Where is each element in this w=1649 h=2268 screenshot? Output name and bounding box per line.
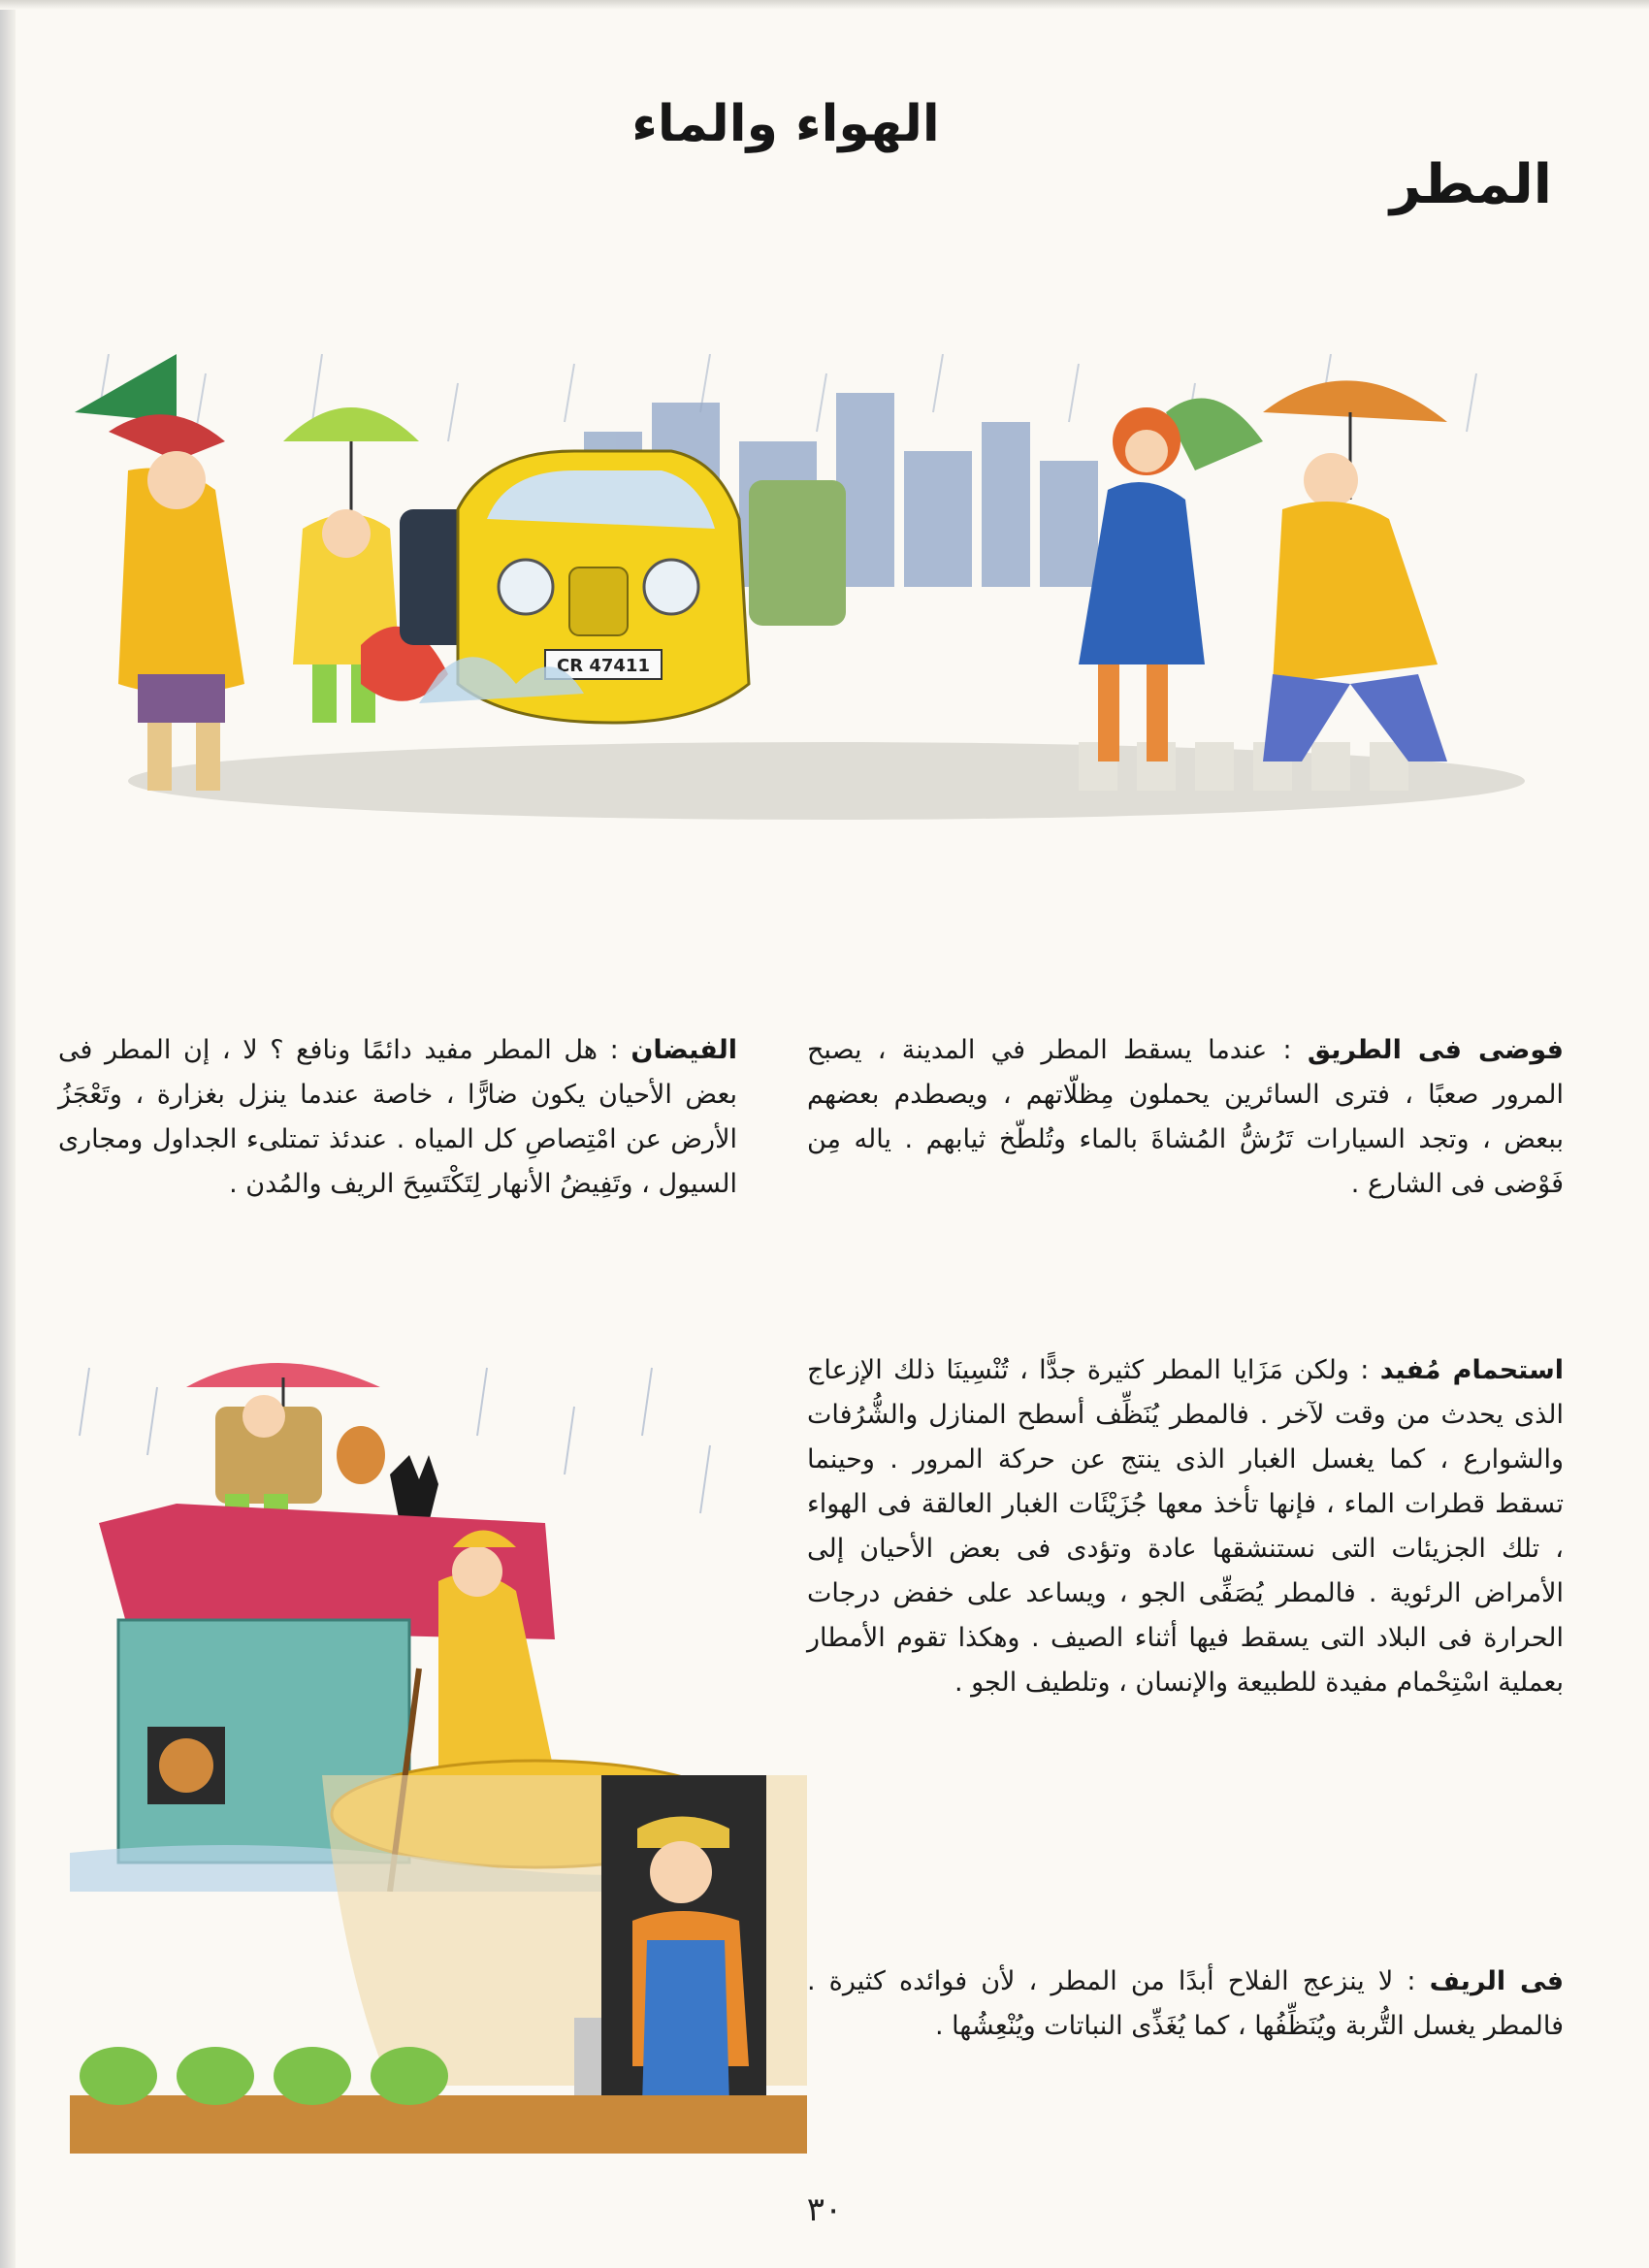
body-useful-bath: : ولكن مَزَايا المطر كثيرة جدًّا ، تُنْسِينَا ذلك الإزعاج الذى يحدث من وقت لآخر . فالمطر يُنَظِّف أسطح المنازل والشُّرُفات والشوارع ، كما يغسل الغبار الذى ينتج عن حركة المرور . وحينما تسقط قطرات الماء ، فإنها تأخذ معها جُزَيْئَات الغبار العالقة فى الهواء ، تلك الجزيئات التى نستنشقها عادة وتؤدى فى بعض الأحيان إلى الأمراض الرئوية . فالمطر يُصَفِّى الجو ، ويساعد على خفض درجات الحرارة فى البلاد التى يسقط فيها أثناء الصيف . وهكذا تقوم الأمطار بعملية اسْتِحْمام مفيدة للطبيعة والإنسان ، وتلطيف الجو . — [807, 1355, 1564, 1698]
page-title: الهواء والماء — [631, 95, 940, 153]
license-plate-text: CR 47411 — [557, 656, 650, 676]
heading-traffic-chaos: فوضى فى الطريق — [1307, 1035, 1564, 1065]
stone-pillar — [574, 2018, 601, 2105]
paragraph-countryside — [807, 1960, 1564, 2049]
woman-with-umbrella — [75, 354, 244, 791]
man-with-orange-umbrella — [1263, 380, 1447, 761]
page-number: ٣٠ — [806, 2190, 843, 2229]
heading-flood: الفيضان — [630, 1035, 737, 1065]
body-flood: : هل المطر مفيد دائمًا ونافع ؟ لا ، إن المطر فى بعض الأحيان يكون ضارًّا ، خاصة عندما ينزل بغزارة ، وتَعْجَزُ الأرض عن امْتِصاصِ كل المياه . عندئذ تمتلىء الجداول ومجارى السيول ، وتَفِيضُ الأنهار لِتَكْتَسِحَ الريف والمُدن . — [58, 1035, 737, 1199]
paragraph-traffic-chaos — [807, 1028, 1564, 1207]
section-title: المطر — [1389, 153, 1552, 216]
green-umbrella — [283, 407, 419, 441]
paragraph-flood — [58, 1028, 737, 1207]
farmer-illustration — [70, 1775, 807, 2154]
girl-with-green-umbrella — [1079, 398, 1263, 761]
green-car — [749, 480, 846, 626]
rainy-street-illustration — [70, 354, 1583, 820]
paragraph-useful-bath — [807, 1348, 1564, 1705]
body-countryside: : لا ينزعج الفلاح أبدًا من المطر ، لأن فوائده كثيرة . فالمطر يغسل التُّربة ويُنَظِّفُها ، كما يُغَذِّى النباتات ويُنْعِشُها . — [807, 1966, 1564, 2041]
body-traffic-chaos: : عندما يسقط المطر في المدينة ، يصبح المرور صعبًا ، فترى السائرين يحملون مِظلّاتهم ، ويصطدم بعضهم ببعض ، وتجد السيارات تَرُشُّ المُشاةَ بالماء وتُلطّخ ثيابهم . ياله مِن فَوْضى فى الشارع . — [807, 1035, 1564, 1199]
soil — [70, 2095, 807, 2154]
heading-useful-bath: استحمام مُفيد — [1379, 1355, 1564, 1385]
heading-countryside: فى الريف — [1429, 1966, 1564, 1996]
